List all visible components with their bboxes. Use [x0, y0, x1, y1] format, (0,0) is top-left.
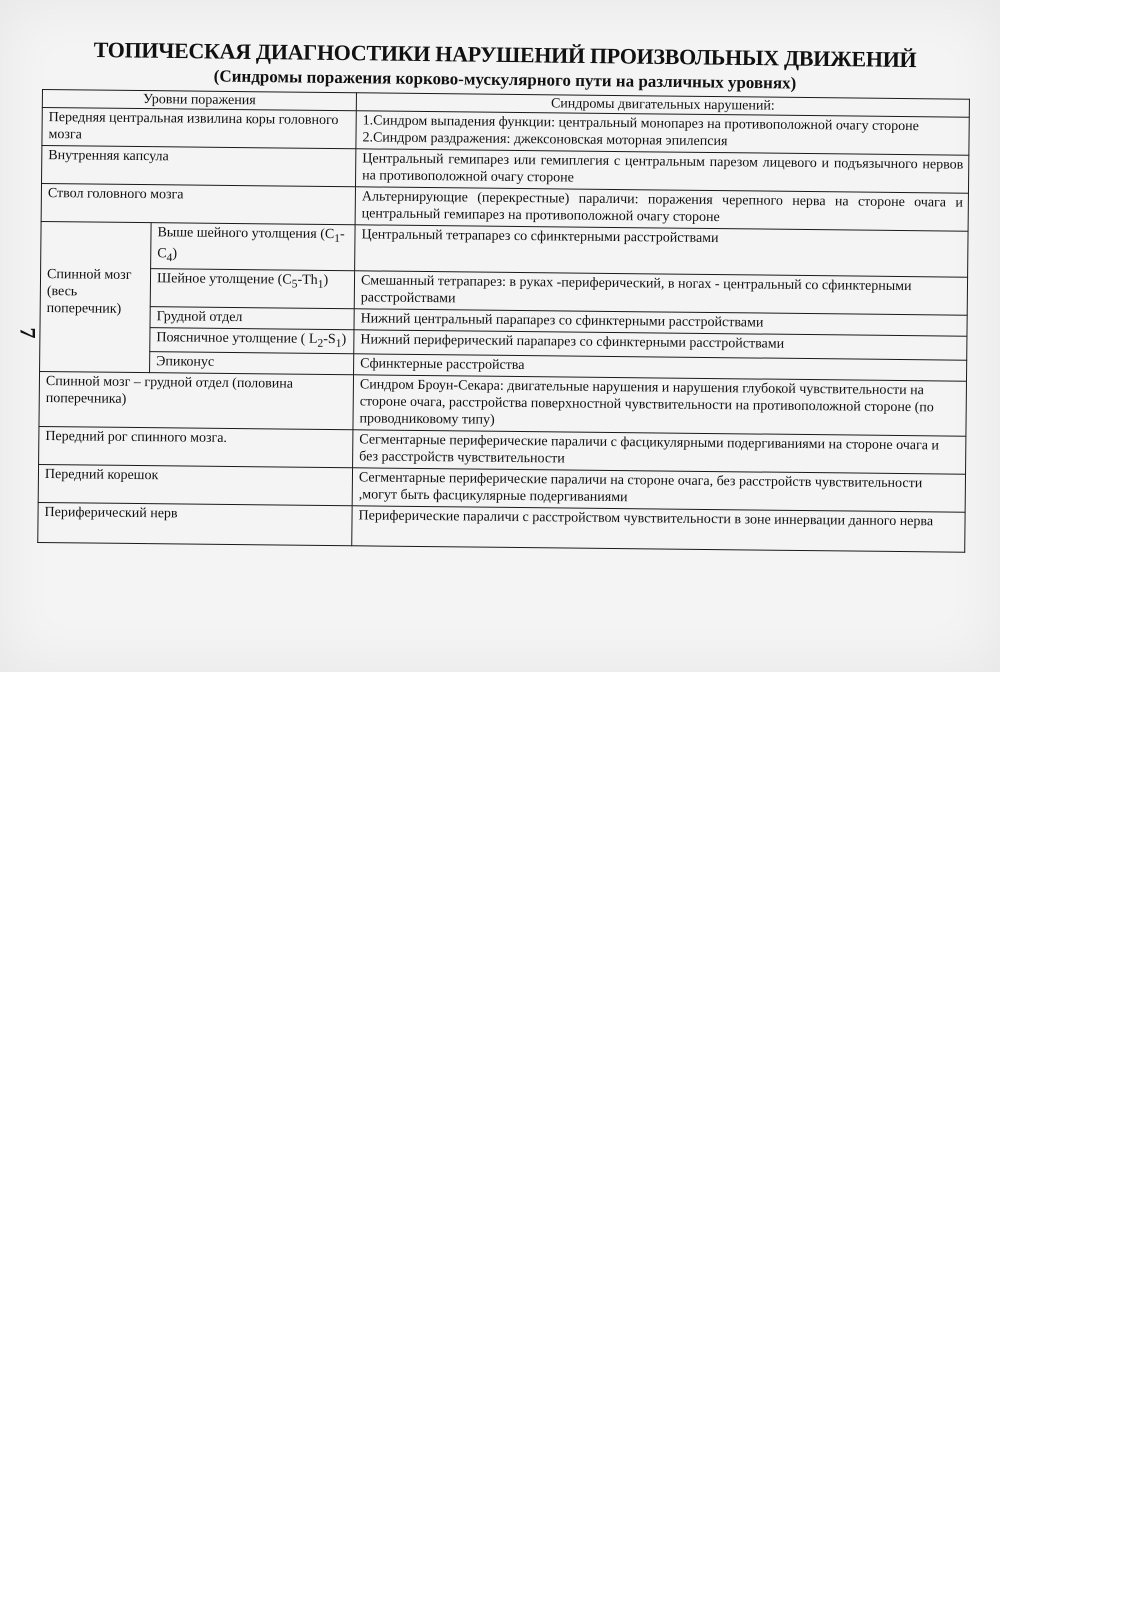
syndrome-line: 2.Синдром раздражения: джексоновская моторная эпилепсия: [362, 130, 728, 150]
level-cell: Внутренняя капсула: [42, 146, 356, 187]
syndrome-cell: Сегментарные периферические параличи с фасцикулярными подергиваниями на стороне очага и без расстройств чувствительности: [353, 430, 966, 474]
sublevel-cell: Эпиконус: [150, 352, 354, 375]
syndrome-cell: Сегментарные периферические параличи на стороне очага, без расстройств чувствительности ,могут быть фасцикулярные подергиваниями: [352, 468, 965, 512]
table-row: [39, 372, 967, 437]
syndrome-cell: Смешанный тетрапарез: в руках -периферический, в ногах - центральный со сфинктерными расстройствами: [354, 270, 967, 314]
syndrome-cell: Нижний центральный парапарез со сфинктерными расстройствами: [354, 308, 967, 335]
syndromes-table: [37, 89, 970, 553]
syndromes-table-container: [37, 89, 970, 553]
sublevel-cell: Поясничное утолщение ( $L_2-S_1$): [150, 327, 354, 354]
level-cell: Ствол головного мозга: [41, 184, 355, 225]
level-cell: Передний рог спинного мозга.: [39, 427, 353, 468]
syndrome-cell: Альтернирующие (перекрестные) параличи: поражения черепного нерва на стороне очага и центральный гемипарез на противоположной очагу стороне: [355, 187, 968, 231]
syndrome-cell: Сфинктерные расстройства: [354, 354, 967, 381]
spinal-group-cell: Спинной мозг (весь поперечник): [40, 221, 152, 373]
page-number: 7: [15, 327, 41, 339]
syndrome-line: 1.Синдром выпадения функции: центральный монопарез на противоположной очагу стороне: [362, 113, 919, 135]
syndrome-cell: Центральный тетрапарез со сфинктерными расстройствами: [355, 225, 968, 277]
document-subtitle: (Синдромы поражения корково-мускулярного пути на различных уровнях): [213, 66, 797, 93]
level-cell: Передняя центральная извилина коры головного мозга: [42, 108, 356, 149]
sublevel-cell: Выше шейного утолщения $(C_1-C_4)$: [151, 223, 355, 271]
sublevel-cell: Шейное утолщение $(C_5-Th_1)$: [150, 268, 354, 308]
document-title: ТОПИЧЕСКАЯ ДИАГНОСТИКИ НАРУШЕНИЙ ПРОИЗВОЛЬНЫХ ДВИЖЕНИЙ: [93, 36, 917, 73]
syndrome-cell: Нижний периферический парапарез со сфинктерными расстройствами: [354, 329, 967, 360]
header-syndromes: Синдромы двигательных нарушений:: [356, 93, 969, 117]
level-cell: Спинной мозг – грудной отдел (половина поперечника): [39, 372, 354, 430]
syndrome-cell: [356, 111, 969, 155]
syndrome-cell: Центральный гемипарез или гемиплегия с центральным парезом лицевого и подъязычного нервов на противоположной очагу стороне: [355, 149, 968, 193]
syndrome-cell: Синдром Броун-Секара: двигательные нарушения и нарушения глубокой чувствительности на стороне очага, расстройства поверхностной чувствительности на противоположной стороне (по проводниковому типу): [353, 375, 967, 436]
level-cell: Передний корешок: [38, 465, 352, 506]
syndrome-cell: Периферические параличи с расстройством чувствительности в зоне иннервации данного нерва: [352, 506, 965, 552]
level-cell: Периферический нерв: [38, 503, 352, 546]
header-levels: Уровни поражения: [42, 90, 356, 111]
sublevel-cell: Грудной отдел: [150, 306, 354, 329]
